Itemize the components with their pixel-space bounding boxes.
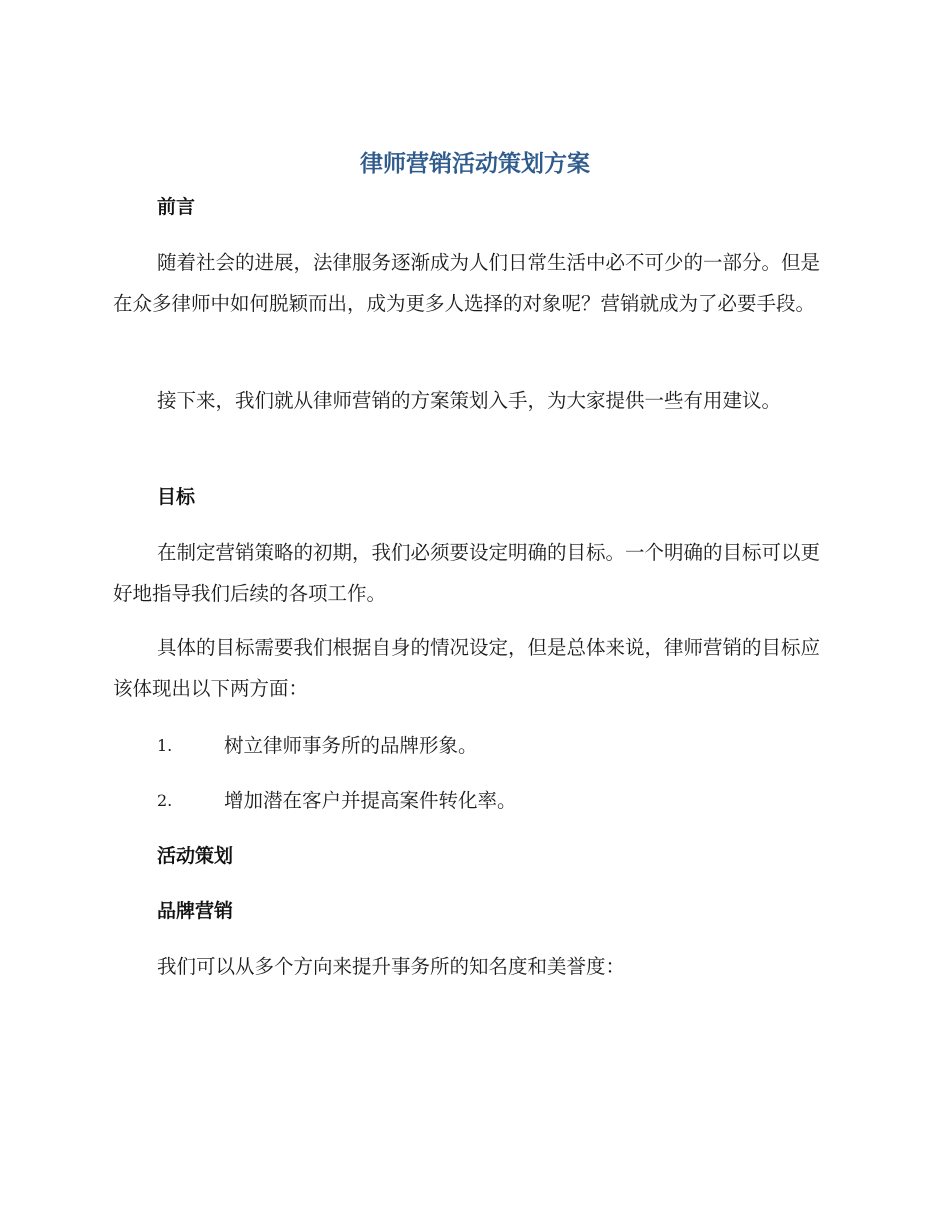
preface-paragraph-2: 接下来，我们就从律师营销的方案策划入手，为大家提供一些有用建议。 — [157, 389, 782, 412]
section-heading-brand: 品牌营销 — [157, 900, 234, 922]
list-item — [157, 731, 833, 761]
goals-paragraph-2: 具体的目标需要我们根据自身的情况设定，但是总体来说，律师营销的目标应该体现出以下两方面： — [113, 636, 821, 700]
list-item — [157, 786, 833, 816]
section-heading-goals: 目标 — [157, 486, 196, 508]
brand-paragraph-1: 我们可以从多个方向来提升事务所的知名度和美誉度： — [157, 955, 626, 978]
document-title: 律师营销活动策划方案 — [360, 151, 590, 177]
list-item-text: 树立律师事务所的品牌形象。 — [224, 734, 478, 757]
section-heading-preface: 前言 — [157, 196, 196, 218]
list-item-text: 增加潜在客户并提高案件转化率。 — [224, 789, 517, 812]
list-item-number: 1. — [157, 736, 173, 755]
preface-paragraph-1: 随着社会的进展，法律服务逐渐成为人们日常生活中必不可少的一部分。但是在众多律师中如何脱颖而出，成为更多人选择的对象呢？营销就成为了必要手段。 — [113, 251, 821, 315]
goals-paragraph-1: 在制定营销策略的初期，我们必须要设定明确的目标。一个明确的目标可以更好地指导我们后续的各项工作。 — [113, 541, 821, 605]
list-item-number: 2. — [157, 791, 173, 810]
section-heading-activity: 活动策划 — [157, 845, 234, 867]
